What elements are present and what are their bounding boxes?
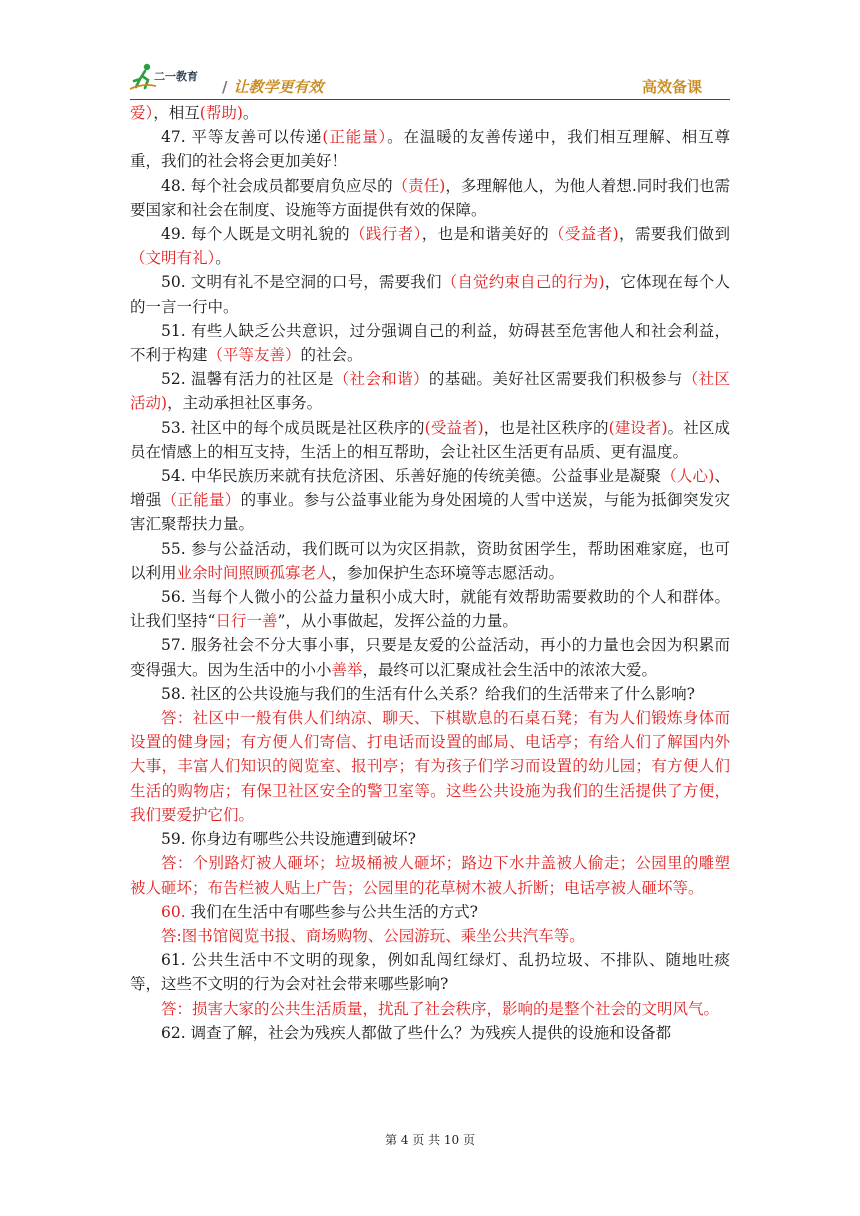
- text-run: ，参加保护生态环境等志愿活动。: [331, 563, 565, 582]
- highlighted-text: 答:图书馆阅览书报、商场购物、公园游玩、乘坐公共汽车等。: [161, 926, 585, 945]
- highlighted-text: （文明有礼）: [130, 249, 216, 268]
- text-run: 的社会。: [300, 346, 363, 365]
- paragraph: [130, 367, 730, 415]
- paragraph: [130, 101, 730, 125]
- answer-paragraph: [130, 997, 730, 1021]
- paragraph: [130, 464, 730, 537]
- text-run: 56. 当每个人微小的公益力量积小成大时，就能有效帮助需要救助的个人和群体。让我们坚持“: [130, 588, 730, 631]
- paragraph: [130, 1021, 730, 1045]
- text-run: 我们在生活中有哪些参与公共生活的方式?: [185, 902, 478, 921]
- text-run: 47. 平等友善可以传递: [161, 128, 323, 147]
- text-run: ，需要我们做到: [618, 225, 730, 244]
- text-run: 53. 社区中的每个成员既是社区秩序的: [161, 418, 425, 437]
- paragraph: [130, 174, 730, 222]
- text-run: 50. 文明有礼不是空洞的口号，需要我们: [161, 273, 442, 292]
- text-run: 。社区成员在情感上的相互支持，生活上的相互帮助，会让社区生活更有品质、更有温度。: [130, 418, 730, 461]
- highlighted-text: 答：个别路灯被人砸坏；垃圾桶被人砸坏；路边下水井盖被人偷走；公园里的雕塑被人砸坏；布告栏被人贴上广告；公园里的花草树木被人折断；电话亭被人砸坏等。: [130, 854, 730, 897]
- text-run: 。: [215, 249, 231, 268]
- text-run: 57. 服务社会不分大事小事，只要是友爱的公益活动，再小的力量也会因为积累而变得强大。因为生活中的小小: [130, 636, 730, 679]
- paragraph: [130, 125, 730, 173]
- text-run: 52. 温馨有活力的社区是: [161, 370, 334, 389]
- paragraph: [130, 682, 730, 706]
- highlighted-text: (受益者): [424, 418, 484, 437]
- highlighted-text: (建设者): [608, 418, 668, 437]
- paragraph: [130, 416, 730, 464]
- highlighted-text: 60.: [161, 902, 186, 921]
- text-run: ，主动承担社区事务。: [167, 394, 323, 413]
- highlighted-text: 日行一善: [215, 612, 278, 631]
- highlighted-text: 善举: [331, 660, 363, 679]
- text-run: 。: [242, 104, 259, 122]
- text-run: 48. 每个社会成员都要肩负应尽的: [161, 176, 393, 195]
- text-run: 。在温暖的友善传递中，我们相互理解、相互尊重，我们的社会将会更加美好！: [130, 128, 730, 171]
- highlighted-text: 业余时间照顾孤寡老人: [176, 563, 332, 582]
- highlighted-text: 答：损害大家的公共生活质量，扰乱了社会秩序，影响的是整个社会的文明风气。: [161, 999, 720, 1018]
- text-run: ，也是和谐美好的: [421, 225, 549, 244]
- highlighted-text: （社区活动): [130, 370, 730, 413]
- highlighted-text: （践行者）: [350, 225, 422, 244]
- header-right-label: 高效备课: [641, 78, 702, 96]
- header-divider: [130, 99, 730, 100]
- highlighted-text: （平等友善）: [207, 346, 301, 365]
- text-run: 51. 有些人缺乏公共意识，过分强调自己的利益，妨碍甚至危害他人和社会利益，不利于构建: [130, 321, 730, 365]
- runner-logo-icon: [130, 62, 156, 92]
- text-run: 54. 中华民族历来就有扶危济困、乐善好施的传统美德。公益事业是凝聚: [161, 467, 662, 486]
- text-run: ，也是社区秩序的: [483, 418, 609, 437]
- text-run: ，相互: [153, 104, 200, 122]
- page-header: [130, 62, 730, 98]
- paragraph: [130, 537, 730, 585]
- highlighted-text: （正能量）: [161, 491, 241, 510]
- paragraph: [130, 585, 730, 633]
- paragraph: [130, 319, 730, 367]
- highlighted-text: （社会和谐）: [333, 370, 429, 389]
- logo: [130, 62, 218, 92]
- header-slash: /: [222, 78, 228, 96]
- highlighted-text: （人心): [661, 467, 715, 486]
- text-run: 55. 参与公益活动，我们既可以为灾区捐款，资助贫困学生，帮助困难家庭，也可以利用: [130, 539, 730, 582]
- header-slogan: [222, 76, 324, 97]
- text-run: ，多理解他人，为他人着想.同时我们也需要国家和社会在制度、设施等方面提供有效的保障。: [130, 176, 730, 219]
- text-run: 61. 公共生活中不文明的现象，例如乱闯红绿灯、乱扔垃圾、不排队、随地吐痰等，这些不文明的行为会对社会带来哪些影响?: [130, 951, 730, 994]
- paragraph: [130, 827, 730, 851]
- highlighted-text: （受益者): [548, 225, 619, 244]
- text-run: 49. 每个人既是文明礼貌的: [161, 225, 350, 244]
- text-run: ，它体现在每个人的一言一行中。: [130, 273, 730, 316]
- logo-text: 二一教育: [154, 70, 198, 83]
- highlighted-text: (正能量）: [322, 128, 388, 147]
- slogan-text: 让教学更有效: [233, 78, 324, 96]
- document-body: [130, 101, 730, 1045]
- highlighted-text: 答：社区中一般有供人们纳凉、聊天、下棋歇息的石桌石凳；有为人们锻炼身体而设置的健身园；有方便人们寄信、打电话而设置的邮局、电话亭；有给人们了解国内外大事，丰富人们知识的阅览室、报刊亭；有为孩子们学习而设置的幼儿园；有方便人们生活的购物店；有保卫社区安全的警卫室等。这些公共设施为我们的生活提供了方便，我们要爱护它们。: [130, 709, 730, 824]
- answer-paragraph: [130, 851, 730, 899]
- text-run: 59. 你身边有哪些公共设施遭到破坏?: [161, 830, 416, 849]
- text-run: ”，从小事做起，发挥公益的力量。: [277, 612, 518, 631]
- text-run: ，最终可以汇聚成社会生活中的浓浓大爱。: [362, 660, 658, 679]
- paragraph: [130, 270, 730, 318]
- highlighted-text: (帮助): [199, 104, 243, 122]
- text-run: 58. 社区的公共设施与我们的生活有什么关系？给我们的生活带来了什么影响?: [161, 684, 695, 703]
- highlighted-text: （自觉约束自己的行为): [441, 273, 605, 292]
- answer-paragraph: [130, 924, 730, 948]
- text-run: 的基础。美好社区需要我们积极参与: [428, 370, 683, 389]
- text-run: 62. 调查了解，社会为残疾人都做了些什么？为残疾人提供的设施和设备都: [161, 1023, 672, 1042]
- highlighted-text: （责任): [392, 176, 446, 195]
- answer-paragraph: [130, 706, 730, 827]
- paragraph: [130, 633, 730, 681]
- page-footer: 第 4 页 共 10 页: [385, 1133, 475, 1147]
- highlighted-text: 爱）: [130, 104, 154, 122]
- paragraph: [130, 222, 730, 270]
- paragraph: [130, 900, 730, 924]
- paragraph: [130, 948, 730, 996]
- text-run: 的事业。参与公益事业能为身处困境的人雪中送炭，与能为抵御突发灾害汇聚帮扶力量。: [130, 491, 730, 534]
- text-run: 、增强: [130, 467, 730, 510]
